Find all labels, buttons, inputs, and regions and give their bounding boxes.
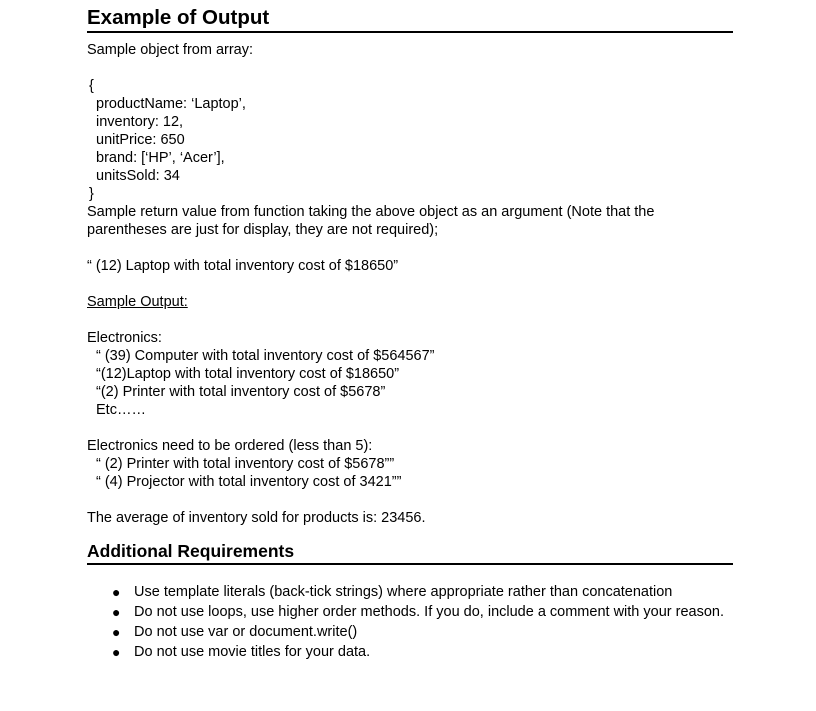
return-description-line-1: Sample return value from function taking the above object as an argument (Note that the — [87, 204, 655, 220]
code-line: inventory: 12, — [96, 114, 184, 130]
requirement-text: Do not use movie titles for your data. — [134, 644, 371, 660]
electronics-line: “(2) Printer with total inventory cost of $5678” — [96, 384, 386, 400]
electronics-label: Electronics: — [87, 330, 162, 346]
code-line: unitPrice: 650 — [96, 132, 185, 148]
return-example: “ (12) Laptop with total inventory cost of $18650” — [87, 258, 399, 274]
bullet-icon: ● — [112, 644, 121, 660]
list-item — [87, 623, 733, 641]
code-line: brand: [‘HP’, ‘Acer’], — [96, 150, 225, 166]
order-line: “ (2) Printer with total inventory cost of $5678”” — [96, 456, 395, 472]
electronics-line: “(12)Laptop with total inventory cost of $18650” — [96, 366, 400, 382]
return-description-line-2: parentheses are just for display, they are not required); — [87, 222, 439, 238]
bullet-icon: ● — [112, 584, 121, 600]
document-page — [87, 0, 733, 663]
bullet-icon: ● — [112, 604, 121, 620]
average-line: The average of inventory sold for products is: 23456. — [87, 510, 426, 526]
electronics-line: “ (39) Computer with total inventory cost of $564567” — [96, 348, 435, 364]
list-item — [87, 643, 733, 661]
list-item — [87, 583, 733, 601]
code-line: } — [89, 186, 94, 202]
electronics-list — [87, 347, 733, 419]
requirement-text: Use template literals (back-tick strings) where appropriate rather than concatenation — [134, 584, 673, 600]
code-line: unitsSold: 34 — [96, 168, 180, 184]
requirements-list — [87, 583, 733, 661]
order-label: Electronics need to be ordered (less than 5): — [87, 438, 373, 454]
code-line: productName: ‘Laptop’, — [96, 96, 246, 112]
order-line: “ (4) Projector with total inventory cost of 3421”” — [96, 474, 402, 490]
requirement-text: Do not use var or document.write() — [134, 624, 358, 640]
order-list — [87, 455, 733, 491]
bullet-icon: ● — [112, 624, 121, 640]
intro-text: Sample object from array: — [87, 42, 254, 58]
sample-output-label: Sample Output: — [87, 294, 188, 310]
section-heading-example-output: Example of Output — [87, 0, 733, 33]
section-heading-additional-requirements: Additional Requirements — [87, 541, 733, 565]
list-item — [87, 603, 733, 621]
code-line: { — [89, 78, 94, 94]
electronics-line: Etc…… — [96, 402, 146, 418]
object-code-block — [87, 77, 733, 203]
requirement-text: Do not use loops, use higher order methods. If you do, include a comment with your reason. — [134, 604, 724, 620]
